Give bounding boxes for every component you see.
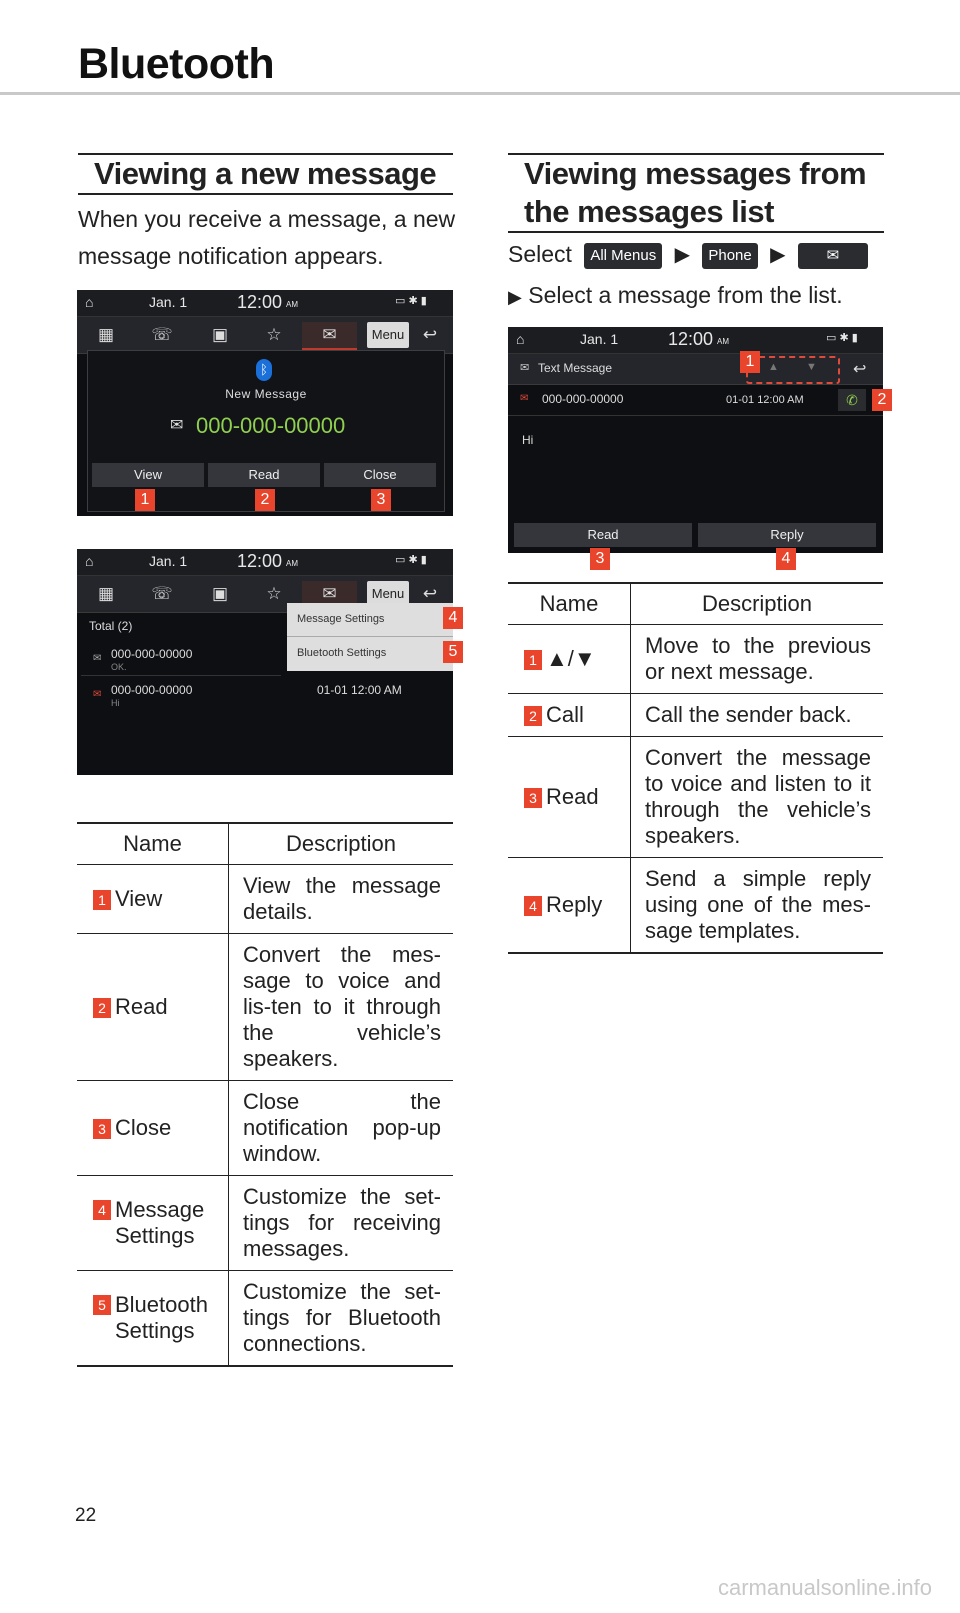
back-icon[interactable]: ↩ — [422, 584, 438, 603]
screen-header: Text Message — [538, 361, 613, 375]
popup-title: New Message — [225, 387, 307, 401]
row-name: ▲/▼ — [546, 646, 596, 671]
back-icon[interactable]: ↩ — [422, 325, 438, 344]
status-ampm: AM — [717, 337, 729, 346]
messages-icon[interactable]: ✉ — [302, 581, 357, 609]
row-description: View the message details. — [229, 865, 454, 934]
select-label: Select — [508, 241, 572, 267]
favorites-icon[interactable]: ☆ — [266, 325, 282, 344]
reply-button[interactable]: Reply — [698, 523, 876, 547]
read-button[interactable]: Read — [208, 463, 320, 487]
header-divider — [0, 92, 960, 95]
message-icon: ✉ — [93, 689, 102, 700]
contacts-icon[interactable]: ▣ — [211, 325, 229, 344]
callout-1: 1 — [93, 890, 111, 910]
message-datetime: 01-01 12:00 AM — [726, 394, 804, 406]
menu-button[interactable]: Menu — [367, 581, 409, 607]
status-ampm: AM — [286, 300, 298, 309]
callout-4: 4 — [776, 548, 796, 570]
list-item[interactable] — [81, 643, 281, 676]
text-message-screen — [508, 327, 887, 567]
row-name: View — [115, 886, 163, 911]
row-name: Bluetooth Settings — [115, 1292, 208, 1343]
row-name: Read — [115, 994, 168, 1019]
table-row — [77, 1271, 453, 1367]
row-name: Reply — [546, 892, 603, 917]
callout-5: 5 — [93, 1295, 111, 1315]
list-item-preview: Hi — [111, 698, 120, 708]
status-icons: ▭ ✱ ▮ — [395, 554, 427, 566]
row-description: Customize the set-tings for Bluetooth connections. — [229, 1271, 454, 1367]
row-description: Move to the previous or next message. — [631, 625, 884, 694]
message-icon: ✉ — [520, 362, 530, 374]
status-date: Jan. 1 — [580, 331, 619, 347]
keypad-icon[interactable]: ▦ — [97, 325, 115, 344]
total-count: Total (2) — [89, 619, 133, 633]
step-text — [508, 277, 888, 316]
table-row — [508, 737, 883, 858]
message-header-row — [508, 385, 883, 416]
sender-number: 000-000-00000 — [542, 392, 624, 406]
call-history-icon[interactable]: ☏ — [151, 325, 173, 344]
home-icon[interactable]: ⌂ — [516, 331, 525, 347]
callout-5: 5 — [443, 641, 463, 663]
callout-3: 3 — [590, 548, 610, 570]
left-section-title: Viewing a new message — [78, 153, 453, 195]
status-date: Jan. 1 — [149, 553, 188, 569]
bluetooth-settings-item[interactable]: Bluetooth Settings — [297, 647, 387, 659]
row-name: Message Settings — [115, 1197, 205, 1248]
row-description: Close the notification pop-up window. — [229, 1081, 454, 1176]
callout-2: 2 — [524, 706, 542, 726]
row-name: Close — [115, 1115, 172, 1140]
home-icon[interactable]: ⌂ — [85, 553, 94, 569]
table-header-name: Name — [508, 583, 631, 625]
right-description-table — [508, 582, 883, 954]
callout-4: 4 — [443, 607, 463, 629]
status-time: 12:00 — [237, 292, 283, 312]
table-header-description: Description — [631, 583, 884, 625]
table-row — [508, 625, 883, 694]
left-intro-text: When you receive a message, a new message notification appears. — [78, 206, 456, 269]
callout-4: 4 — [93, 1200, 111, 1220]
view-button[interactable]: View — [92, 463, 204, 487]
row-description: Convert the message to voice and listen to it through the vehicle’s speakers. — [631, 737, 884, 858]
table-row — [508, 858, 883, 954]
up-arrow-icon[interactable]: ▲ — [768, 361, 779, 373]
message-icon: ✉ — [520, 393, 529, 404]
list-item-preview: OK. — [111, 662, 127, 672]
new-message-screen — [77, 290, 453, 516]
sender-number: 000-000-00000 — [196, 413, 346, 438]
callout-1: 1 — [740, 351, 760, 373]
row-description: Call the sender back. — [631, 694, 884, 737]
callout-2: 2 — [93, 998, 111, 1018]
callout-3: 3 — [371, 489, 391, 511]
section-header: Bluetooth — [78, 40, 275, 88]
messages-list-screen — [77, 549, 458, 775]
prev-next-group — [746, 356, 840, 384]
table-header-name: Name — [77, 823, 229, 865]
page-number: 22 — [75, 1505, 97, 1526]
status-date: Jan. 1 — [149, 294, 188, 310]
callout-1: 1 — [135, 489, 155, 511]
row-description: Send a simple reply using one of the mes-sage templates. — [631, 858, 884, 954]
row-description: Customize the set-tings for receiving messages. — [229, 1176, 454, 1271]
arrow-icon: ▶ — [508, 287, 522, 307]
messages-icon[interactable]: ✉ — [302, 322, 357, 350]
step-label: Select a message from the list. — [528, 282, 843, 308]
table-row — [77, 865, 453, 934]
phone-chip: Phone — [702, 243, 757, 269]
keypad-icon[interactable]: ▦ — [97, 584, 115, 603]
message-body: Hi — [522, 433, 534, 447]
select-path — [508, 236, 888, 274]
table-row — [77, 1176, 453, 1271]
callout-3: 3 — [524, 788, 542, 808]
close-button[interactable]: Close — [324, 463, 436, 487]
message-icon: ✉ — [93, 653, 102, 664]
status-ampm: AM — [286, 559, 298, 568]
status-icons: ▭ ✱ ▮ — [395, 295, 427, 307]
arrow-icon: ▶ — [770, 244, 786, 267]
read-button[interactable]: Read — [514, 523, 692, 547]
list-item[interactable] — [81, 679, 441, 711]
callout-2: 2 — [255, 489, 275, 511]
notification-popup — [87, 350, 445, 512]
callout-2: 2 — [872, 389, 892, 411]
list-item-datetime: 01-01 12:00 AM — [317, 683, 402, 697]
row-description: Convert the mes-sage to voice and lis-ten to it through the vehicle’s speakers. — [229, 934, 454, 1081]
list-item-number: 000-000-00000 — [111, 647, 193, 661]
list-item-number: 000-000-00000 — [111, 683, 193, 697]
all-menus-chip: All Menus — [584, 243, 662, 269]
down-arrow-icon[interactable]: ▼ — [806, 361, 817, 373]
call-history-icon[interactable]: ☏ — [151, 584, 173, 603]
options-menu — [287, 603, 453, 671]
right-section-title: Viewing messages from the messages list — [508, 153, 884, 233]
status-time: 12:00 — [668, 329, 714, 349]
callout-3: 3 — [93, 1119, 111, 1139]
status-time: 12:00 — [237, 551, 283, 571]
table-row — [77, 1081, 453, 1176]
row-name: Read — [546, 784, 599, 809]
menu-button[interactable]: Menu — [367, 322, 409, 348]
home-icon[interactable]: ⌂ — [85, 294, 94, 310]
arrow-icon: ▶ — [674, 244, 690, 267]
callout-4: 4 — [524, 896, 542, 916]
message-settings-item[interactable]: Message Settings — [287, 603, 453, 637]
envelope-icon: ✉ — [170, 417, 184, 434]
favorites-icon[interactable]: ☆ — [266, 584, 282, 603]
watermark: carmanualsonline.info — [717, 1575, 932, 1600]
callout-1: 1 — [524, 650, 542, 670]
table-row — [508, 694, 883, 737]
row-name: Call — [546, 702, 584, 727]
envelope-icon: ✉ — [798, 243, 868, 269]
status-icons: ▭ ✱ ▮ — [826, 332, 858, 344]
back-icon[interactable]: ↩ — [853, 361, 867, 378]
contacts-icon[interactable]: ▣ — [211, 584, 229, 603]
call-icon[interactable]: ✆ — [838, 389, 866, 411]
bluetooth-icon: ᛒ — [256, 359, 272, 381]
table-header-description: Description — [229, 823, 454, 865]
left-description-table — [77, 822, 453, 1367]
table-row — [77, 934, 453, 1081]
